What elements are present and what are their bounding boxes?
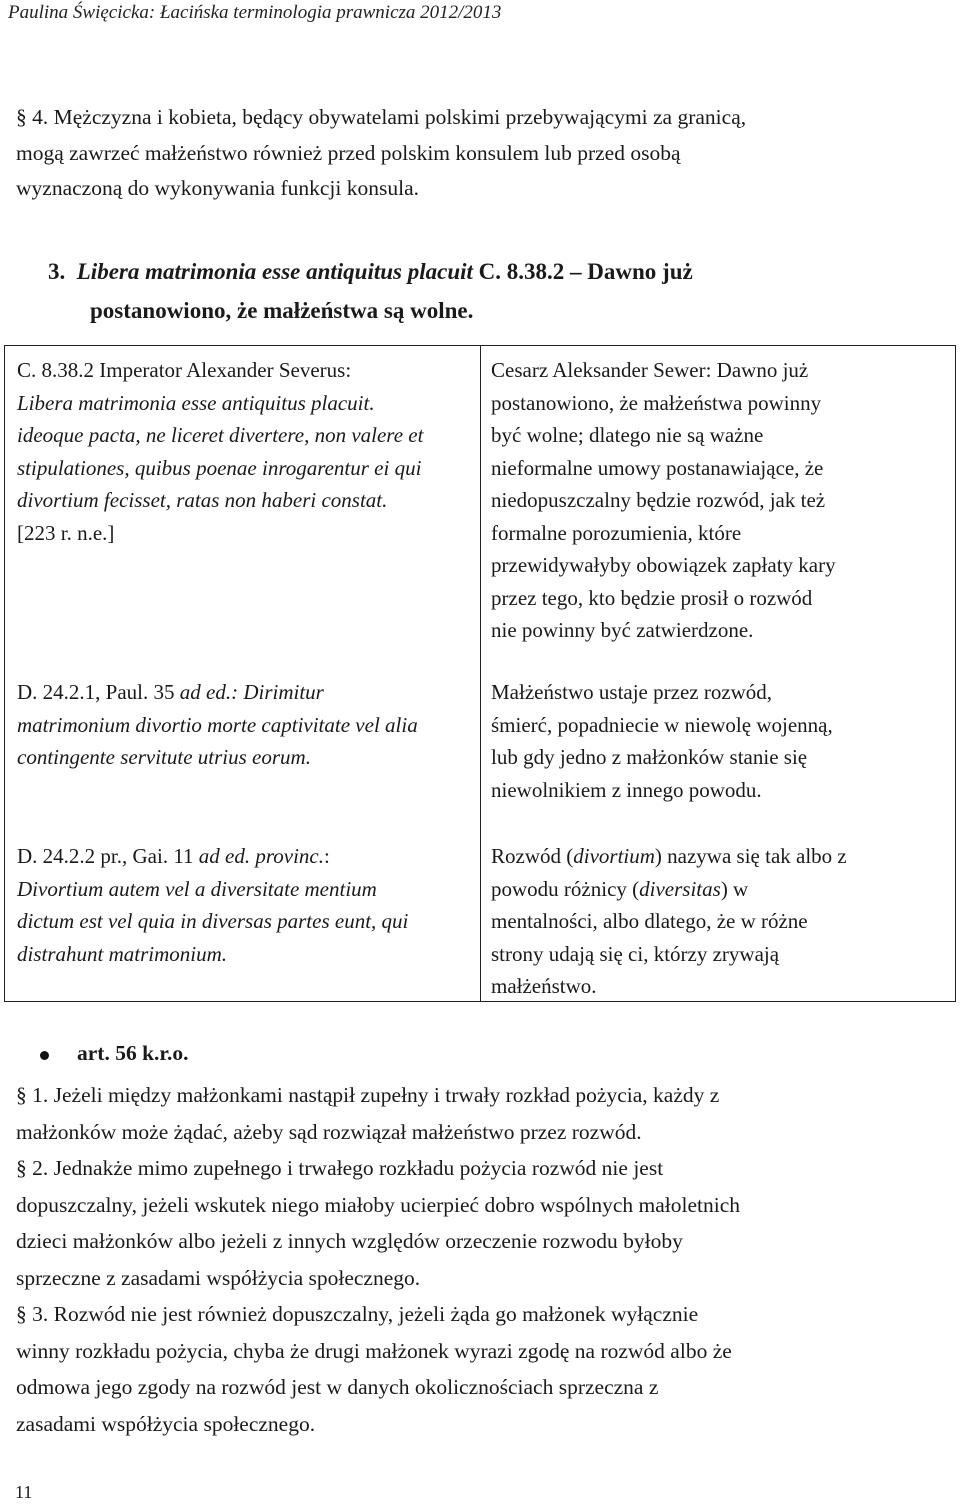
ref-part-italic: ad ed. <box>179 680 232 704</box>
polish-line: strony udają się ci, którzy zrywają <box>491 941 780 966</box>
section-sign: § <box>16 105 27 129</box>
polish-line: postanowiono, że małżeństwa powinny <box>491 390 822 415</box>
cell-latin-1 <box>17 354 472 549</box>
article-56-text <box>16 1077 951 1442</box>
text-fragment: ) nazywa się tak albo z <box>654 844 847 868</box>
text-fragment: powodu różnicy ( <box>491 876 640 901</box>
page-number: 11 <box>15 1482 33 1502</box>
ref-part: D. 24.2.1, Paul. 35 <box>17 680 175 704</box>
ref-part-italic: ad ed. provinc. <box>198 844 324 868</box>
text-line: § 1. Jeżeli między małżonkami nastąpił zupełny i trwały rozkład pożycia, każdy z <box>16 1083 720 1107</box>
text-line: § 3. Rozwód nie jest również dopuszczalny, jeżeli żąda go małżonek wyłącznie <box>16 1302 699 1326</box>
text-line <box>16 100 946 136</box>
ref-part: D. 24.2.2 pr., Gai. 11 <box>17 844 194 868</box>
bullet-icon <box>40 1051 49 1060</box>
polish-line: nie powinny być zatwierdzone. <box>491 618 754 642</box>
cell-polish-1 <box>491 354 946 647</box>
polish-line: niewolnikiem z innego powodu. <box>491 777 762 802</box>
source-reference: C. 8.38.2 Imperator Alexander Severus: <box>17 358 352 382</box>
cell-latin-3 <box>17 840 472 970</box>
latin-line: dictum est vel quia in diversas partes eunt, qui <box>17 909 409 933</box>
date-note: [223 r. n.e.] <box>17 520 115 545</box>
cell-polish-3 <box>491 840 946 1003</box>
text-line: zasadami współżycia społecznego. <box>16 1411 316 1436</box>
text-line: odmowa jego zgody na rozwód jest w danych okolicznościach sprzeczna z <box>16 1375 659 1399</box>
bullet-label: art. 56 k.r.o. <box>77 1041 189 1065</box>
polish-line <box>491 873 946 906</box>
latin-line: ideoque pacta, ne liceret divertere, non valere et <box>17 423 424 447</box>
text-line: dopuszczalny, jeżeli wskutek niego miałoby ucierpieć dobro wspólnych małoletnich <box>16 1192 741 1217</box>
text-fragment: ) w <box>720 876 749 901</box>
term-italic: divortium <box>573 844 655 868</box>
text-line: wyznaczoną do wykonywania funkcji konsula. <box>16 176 420 200</box>
latin-line: Divortium autem vel a diversitate mentium <box>17 876 377 901</box>
latin-line: divortium fecisset, ratas non haberi constat. <box>17 488 388 512</box>
cell-latin-2 <box>17 676 472 774</box>
text-line: § 2. Jednakże mimo zupełnego i trwałego rozkładu pożycia rozwód nie jest <box>16 1156 664 1180</box>
text-fragment: Rozwód ( <box>491 844 574 868</box>
polish-line: małżeństwo. <box>491 974 597 998</box>
column-divider <box>480 346 481 1001</box>
polish-line: być wolne; dlatego nie są ważne <box>491 423 764 447</box>
polish-line: śmierć, popadniecie w niewolę wojenną, <box>491 712 833 737</box>
text-line: sprzeczne z zasadami współżycia społecznego. <box>16 1265 421 1290</box>
section-heading <box>48 252 693 330</box>
text-fragment: 4. Mężczyzna i kobieta, będący obywatelami polskimi przebywającymi za granicą, <box>32 105 747 129</box>
text-line: winny rozkładu pożycia, chyba że drugi małżonek wyrazi zgodę na rozwód albo że <box>16 1338 732 1363</box>
polish-line: niedopuszczalny będzie rozwód, jak też <box>491 488 826 512</box>
source-reference <box>17 676 472 709</box>
source-reference <box>17 840 472 873</box>
text-line: małżonków może żądać, ażeby sąd rozwiązał małżeństwo przez rozwód. <box>16 1119 642 1144</box>
running-header: Paulina Święcicka: Łacińska terminologia prawnicza 2012/2013 <box>8 2 502 23</box>
polish-line: przewidywałyby obowiązek zapłaty kary <box>491 553 836 577</box>
translation-table <box>4 345 956 1002</box>
polish-line: lub gdy jedno z małżonków stanie się <box>491 745 808 769</box>
text-line: dzieci małżonków albo jeżeli z innych względów orzeczenie rozwodu byłoby <box>16 1229 683 1253</box>
heading-latin: Libera matrimonia esse antiquitus placuit <box>76 259 473 284</box>
polish-line: mentalności, albo dlatego, że w różne <box>491 909 808 933</box>
latin-line: stipulationes, quibus poenae inrogarentur ei qui <box>17 455 422 480</box>
latin-line: distrahunt matrimonium. <box>17 941 228 966</box>
heading-rest: C. 8.38.2 – Dawno już <box>478 259 693 284</box>
ref-part: : Dirimitur <box>231 680 324 704</box>
latin-line: contingente servitute utrius eorum. <box>17 745 311 769</box>
ref-part: : <box>324 844 330 868</box>
polish-line: przez tego, kto będzie prosił o rozwód <box>491 585 813 610</box>
latin-line: matrimonium divortio morte captivitate vel alia <box>17 712 418 737</box>
latin-line: Libera matrimonia esse antiquitus placuit. <box>17 390 375 415</box>
term-italic: diversitas <box>639 876 721 901</box>
polish-line: Cesarz Aleksander Sewer: Dawno już <box>491 358 809 382</box>
bullet-item <box>40 1041 188 1066</box>
polish-line: nieformalne umowy postanawiające, że <box>491 455 824 480</box>
paragraph-section-4 <box>16 100 946 207</box>
polish-line <box>491 840 946 873</box>
heading-line <box>48 252 693 291</box>
polish-line: formalne porozumienia, które <box>491 520 742 545</box>
text-line: mogą zawrzeć małżeństwo również przed polskim konsulem lub przed osobą <box>16 140 681 165</box>
heading-line-2: postanowiono, że małżeństwa są wolne. <box>90 298 474 323</box>
heading-number: 3. <box>48 259 66 284</box>
cell-polish-2 <box>491 676 946 806</box>
polish-line: Małżeństwo ustaje przez rozwód, <box>491 680 773 704</box>
